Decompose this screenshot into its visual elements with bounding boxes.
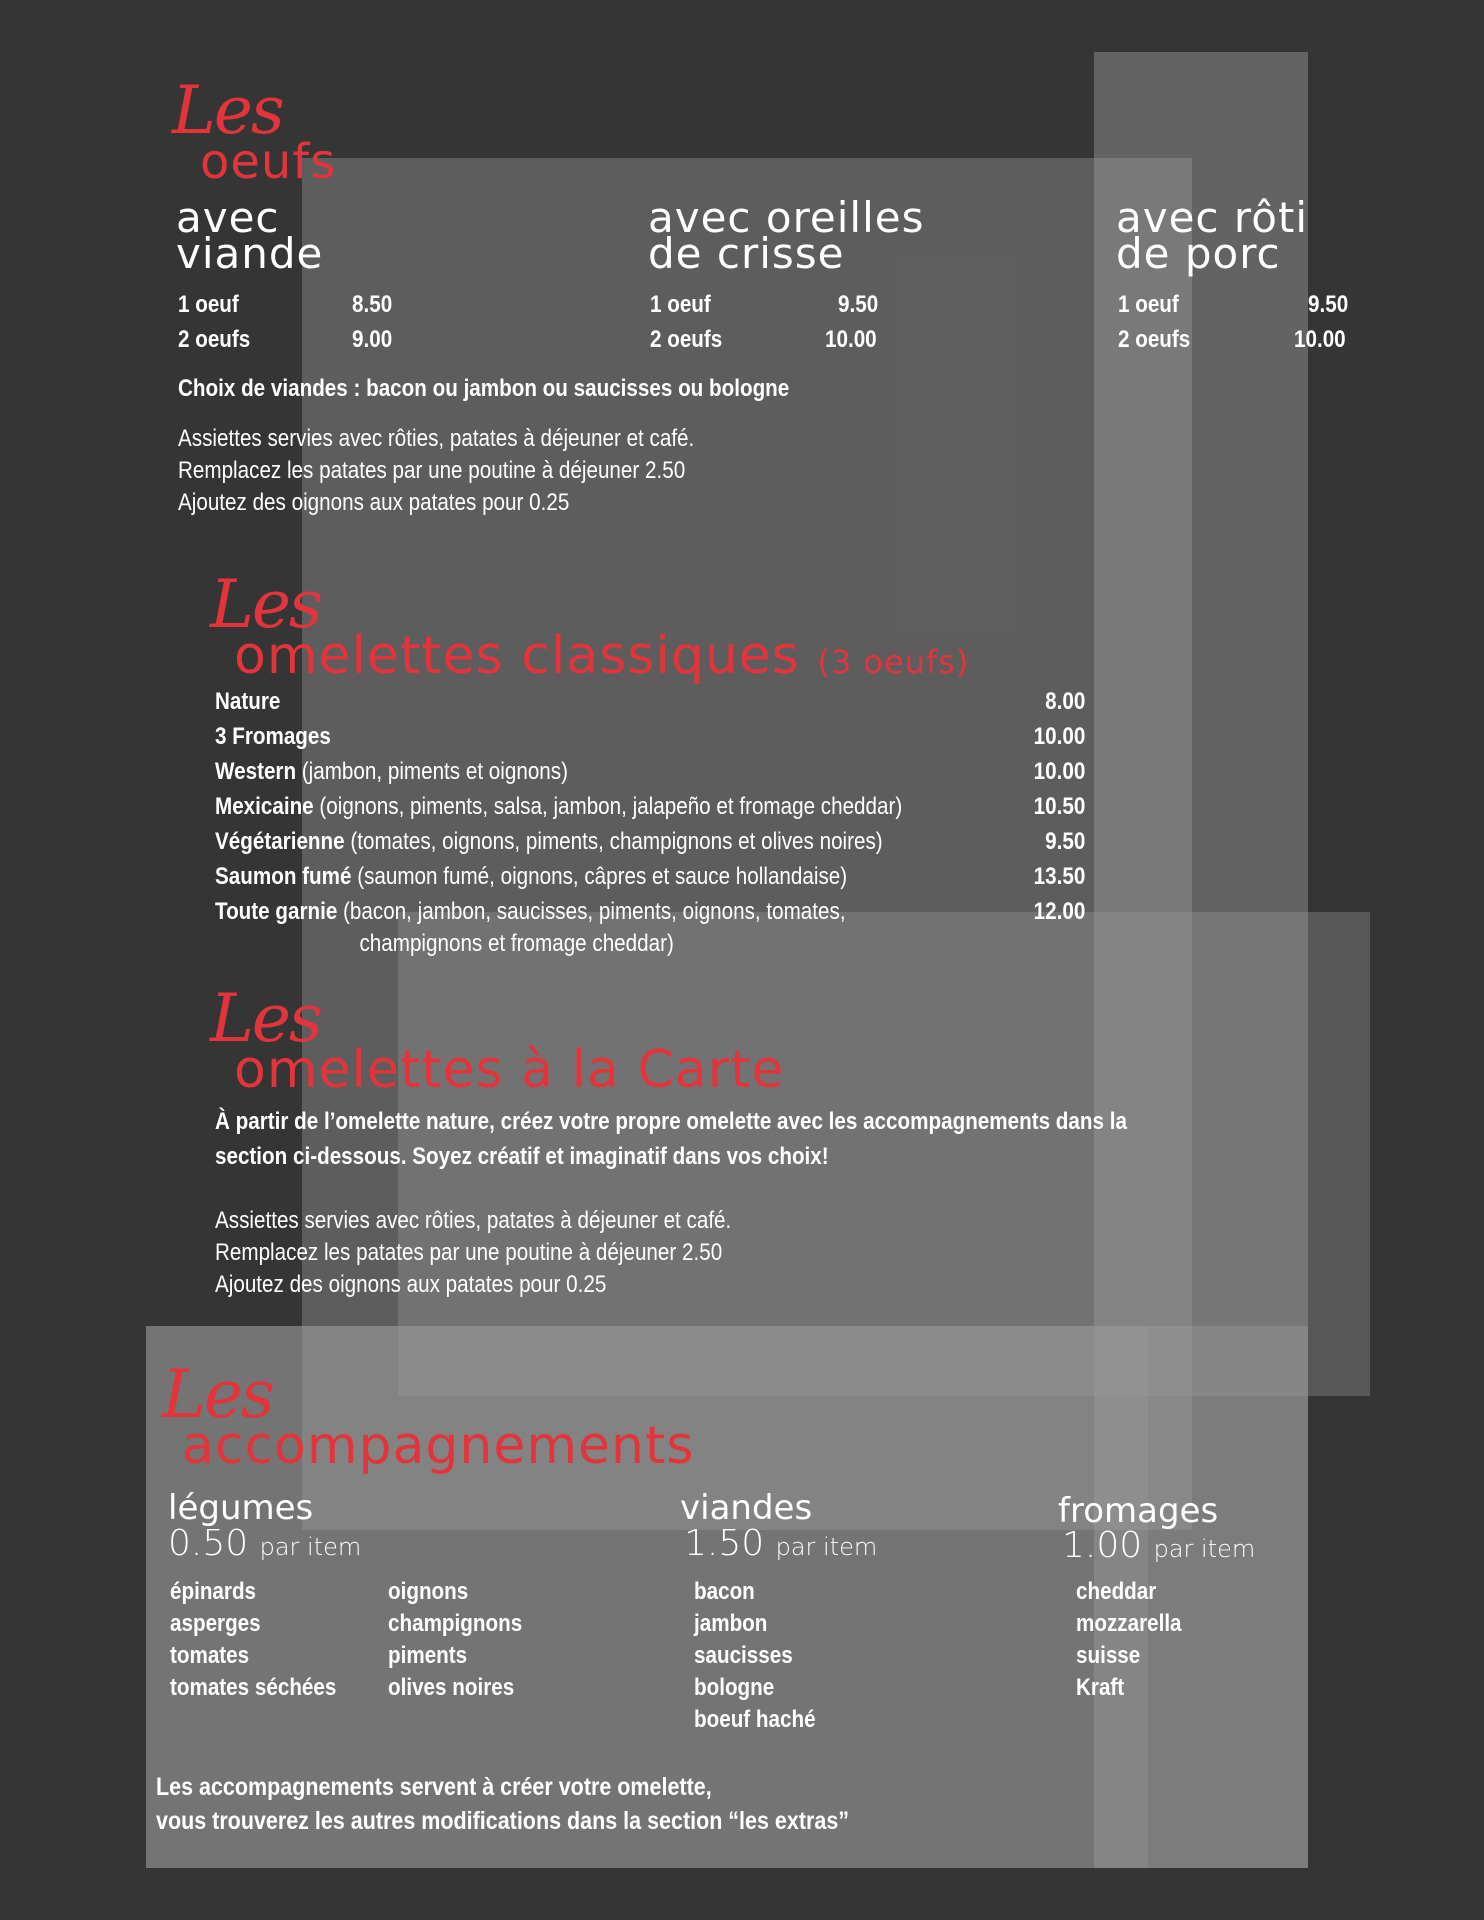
section-subtitle: (3 oeufs) — [817, 643, 970, 681]
oeufs-row-price: 9.00 — [352, 326, 393, 353]
oeufs-meat-choice: Choix de viandes : bacon ou jambon ou saucisses ou bologne — [178, 375, 790, 402]
accomp-footer-note: Les accompagnements servent à créer votre omelette, vous trouverez les autres modifications dans la section “les extras” — [156, 1773, 850, 1835]
classiques-item — [215, 719, 1085, 754]
accomp-heading-legumes: légumes — [168, 1488, 314, 1528]
item-price: 10.50 — [1033, 793, 1086, 820]
accomp-price-legumes: 0.50 par item — [168, 1523, 362, 1564]
list-item: tomates séchées — [170, 1674, 337, 1701]
section-title-accompagnements: accompagnements — [182, 1416, 695, 1476]
section-script-les: Les — [172, 72, 283, 149]
item-desc: (saumon fumé, oignons, câpres et sauce hollandaise) — [351, 863, 848, 890]
oeufs-heading-viande: avec viande — [176, 193, 324, 278]
list-item: tomates — [170, 1642, 250, 1669]
carte-notes: Assiettes servies avec rôties, patates à déjeuner et café. Remplacez les patates par une poutine à déjeuner 2.50 Ajoutez des oignons aux patates pour 0.25 — [215, 1207, 732, 1298]
classiques-list — [215, 684, 1085, 959]
section-title-oeufs: oeufs — [200, 134, 337, 190]
item-desc: (oignons, piments, salsa, jambon, jalapeño et fromage cheddar) — [313, 793, 903, 820]
accomp-heading-viandes: viandes — [680, 1488, 813, 1528]
classiques-item — [215, 824, 1085, 859]
oeufs-heading-oreilles: avec oreilles de crisse — [648, 193, 925, 278]
oeufs-row-label: 2 oeufs — [1118, 326, 1191, 353]
list-item: oignons — [388, 1578, 469, 1605]
list-item: bologne — [694, 1674, 775, 1701]
list-item: saucisses — [694, 1642, 793, 1669]
oeufs-heading-roti: avec rôti de porc — [1116, 193, 1309, 278]
accomp-price-fromages: 1.00 par item — [1062, 1525, 1256, 1566]
classiques-item-continuation: champignons et fromage cheddar) — [359, 930, 674, 957]
list-item: piments — [388, 1642, 468, 1669]
item-desc: (tomates, oignons, piments, champignons et olives noires) — [344, 828, 883, 855]
section-title-carte: omelettes à la Carte — [234, 1040, 785, 1100]
fromages-list — [1076, 1576, 1182, 1704]
list-item: bacon — [694, 1578, 755, 1605]
oeufs-row-label: 1 oeuf — [178, 291, 239, 318]
section-script-les: Les — [162, 1356, 273, 1433]
list-item: champignons — [388, 1610, 523, 1637]
oeufs-row-price: 10.00 — [825, 326, 877, 353]
item-desc: (jambon, piments et oignons) — [296, 758, 568, 785]
item-name: 3 Fromages — [215, 723, 331, 750]
section-title-classiques: omelettes classiques (3 oeufs) — [234, 626, 970, 686]
accomp-heading-fromages: fromages — [1058, 1491, 1219, 1531]
oeufs-row-price: 8.50 — [352, 291, 393, 318]
list-item: jambon — [694, 1610, 768, 1637]
oeufs-row-price: 9.50 — [838, 291, 879, 318]
list-item: asperges — [170, 1610, 261, 1637]
carte-intro: À partir de l’omelette nature, créez votre propre omelette avec les accompagnements dans la section ci-dessous. Soyez créatif et imaginatif dans vos choix! — [215, 1108, 1127, 1170]
classiques-item — [215, 859, 1085, 894]
section-script-les: Les — [210, 980, 321, 1057]
list-item: olives noires — [388, 1674, 515, 1701]
item-price: 10.00 — [1033, 723, 1086, 750]
item-name: Mexicaine — [215, 793, 314, 820]
list-item: mozzarella — [1076, 1610, 1182, 1637]
item-name: Saumon fumé — [215, 863, 352, 890]
viandes-list — [694, 1576, 816, 1736]
item-name: Végétarienne — [215, 828, 345, 855]
classiques-item — [215, 754, 1085, 789]
oeufs-row-price: 9.50 — [1308, 291, 1349, 318]
oeufs-row-label: 1 oeuf — [650, 291, 711, 318]
item-price: 13.50 — [1033, 863, 1086, 890]
oeufs-row-label: 2 oeufs — [178, 326, 251, 353]
oeufs-row-label: 1 oeuf — [1118, 291, 1179, 318]
classiques-item — [215, 684, 1085, 719]
item-desc: (bacon, jambon, saucisses, piments, oignons, tomates, — [337, 898, 846, 925]
classiques-item — [215, 894, 1085, 929]
list-item: suisse — [1076, 1642, 1141, 1669]
legumes-list-1 — [170, 1576, 336, 1704]
legumes-list-2 — [388, 1576, 522, 1704]
oeufs-notes: Assiettes servies avec rôties, patates à déjeuner et café. Remplacez les patates par une poutine à déjeuner 2.50 Ajoutez des oignons aux patates pour 0.25 — [178, 425, 695, 516]
item-price: 10.00 — [1033, 758, 1086, 785]
list-item: boeuf haché — [694, 1706, 816, 1733]
item-name: Nature — [215, 688, 281, 715]
list-item: épinards — [170, 1578, 257, 1605]
item-price: 9.50 — [1045, 828, 1086, 855]
accomp-price-viandes: 1.50 par item — [684, 1523, 878, 1564]
item-name: Toute garnie — [215, 898, 338, 925]
oeufs-row-label: 2 oeufs — [650, 326, 723, 353]
item-price: 8.00 — [1045, 688, 1086, 715]
item-price: 12.00 — [1033, 898, 1086, 925]
classiques-item — [215, 789, 1085, 824]
list-item: Kraft — [1076, 1674, 1125, 1701]
item-name: Western — [215, 758, 297, 785]
list-item: cheddar — [1076, 1578, 1157, 1605]
section-script-les: Les — [210, 566, 321, 643]
oeufs-row-price: 10.00 — [1294, 326, 1346, 353]
